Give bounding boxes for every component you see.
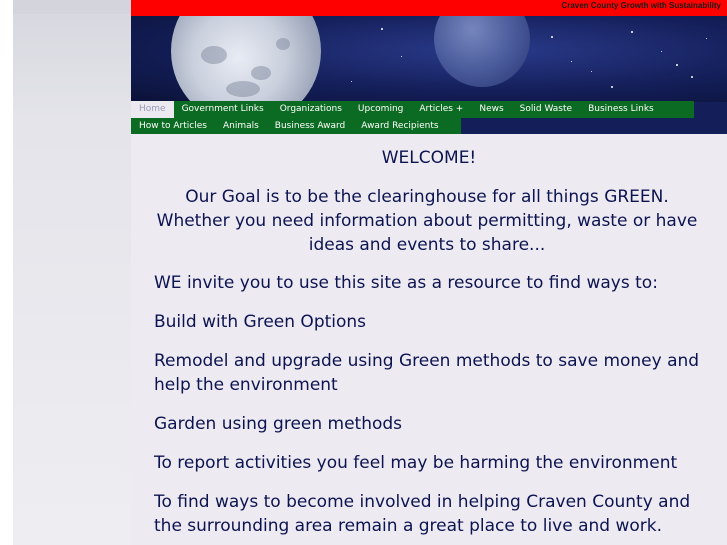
sidebar-top-strip — [13, 0, 131, 14]
welcome-heading: WELCOME! — [381, 148, 477, 168]
main-nav — [131, 101, 694, 118]
list-item-involved: To find ways to become involved in helping Craven County and the surrounding area remain a great place to live and work. — [154, 492, 691, 536]
list-item-build: Build with Green Options — [154, 312, 367, 332]
site-tagline: Craven County Growth with Sustainability — [561, 1, 721, 10]
nav-item-news[interactable]: News — [479, 104, 504, 114]
nav-item-business-award[interactable]: Business Award — [274, 121, 346, 131]
nav-item-solid-waste[interactable]: Solid Waste — [519, 104, 573, 114]
nav-item-upcoming[interactable]: Upcoming — [357, 104, 404, 114]
top-bar — [131, 0, 727, 16]
list-item-remodel: Remodel and upgrade using Green methods to save money and help the environment — [154, 351, 700, 395]
left-sidebar — [13, 0, 132, 545]
secondary-nav — [131, 118, 461, 135]
nav-item-home[interactable]: Home — [131, 101, 174, 118]
nav-item-government-links[interactable]: Government Links — [181, 104, 264, 114]
nav-item-organizations[interactable]: Organizations — [279, 104, 342, 114]
invite-text: WE invite you to use this site as a resource to find ways to: — [154, 273, 658, 293]
nav-item-business-links[interactable]: Business Links — [588, 104, 654, 114]
nav-item-animals[interactable]: Animals — [222, 121, 259, 131]
nav-item-how-to-articles[interactable]: How to Articles — [139, 121, 207, 131]
left-margin — [0, 0, 13, 545]
list-item-garden: Garden using green methods — [154, 414, 403, 434]
nav-item-articles[interactable]: Articles + — [419, 104, 464, 114]
goal-text: Our Goal is to be the clearinghouse for all things GREEN. Whether you need information about permitting, waste or have ideas and events to share... — [156, 187, 698, 255]
list-item-report: To report activities you feel may be harming the environment — [154, 453, 678, 473]
header-banner — [131, 16, 727, 102]
main-content — [131, 134, 727, 545]
planet-image — [434, 16, 530, 87]
nav-item-award-recipients[interactable]: Award Recipients — [361, 121, 439, 131]
moon-image — [171, 16, 321, 102]
